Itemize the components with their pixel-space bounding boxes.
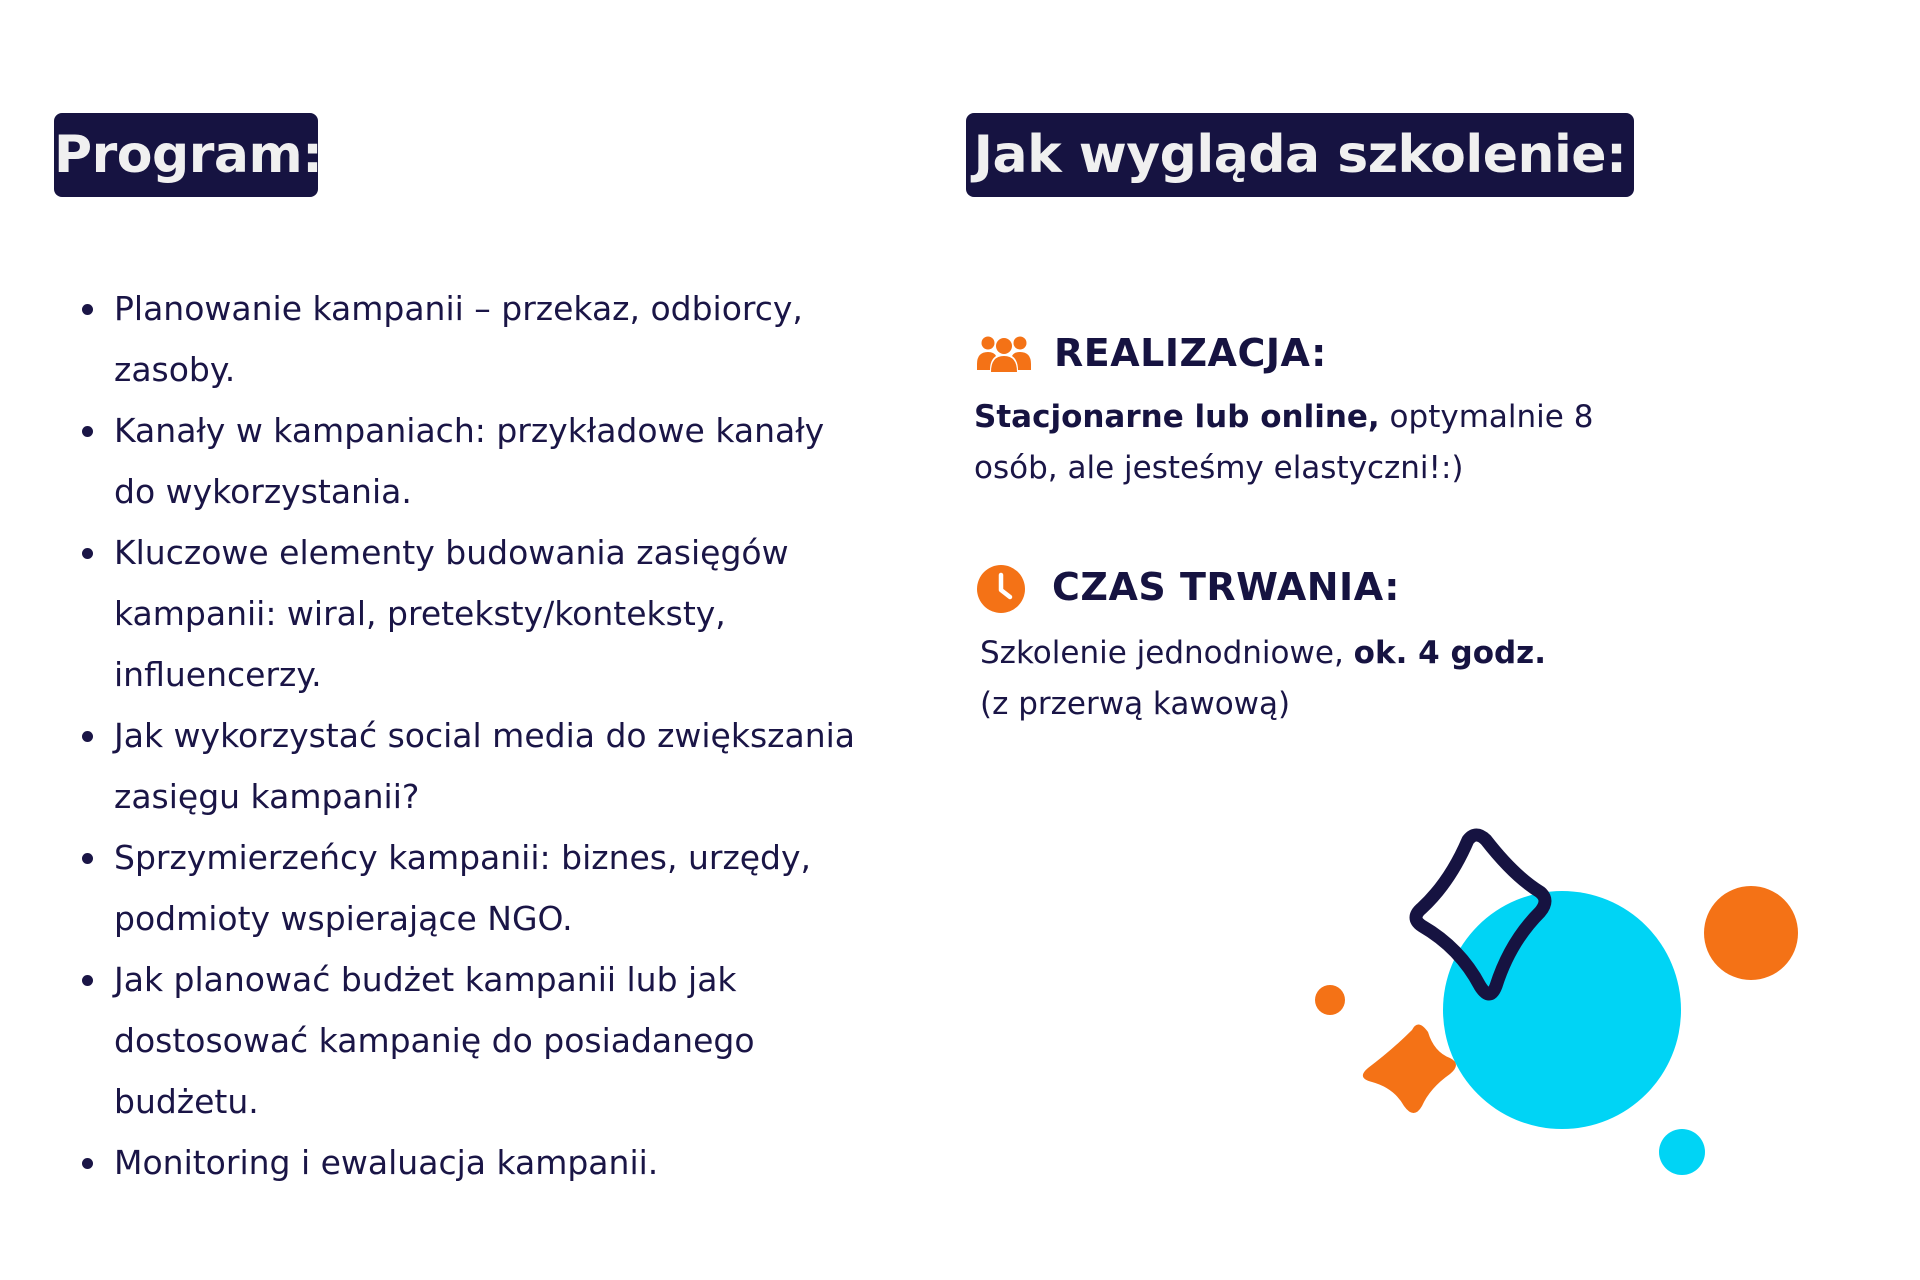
program-item-text: Kanały w kampaniach: przykładowe kanały do wykorzystania. [114, 411, 825, 511]
small-cyan-circle [1659, 1129, 1705, 1175]
list-item [80, 522, 870, 705]
group-icon [976, 334, 1032, 374]
program-item-text: Monitoring i ewaluacja kampanii. [114, 1143, 659, 1182]
decorative-shapes [1300, 820, 1820, 1200]
orange-circle [1704, 886, 1798, 980]
program-list [80, 278, 870, 1193]
bullet-icon [82, 548, 93, 559]
list-item [80, 827, 870, 949]
program-item-text: Jak wykorzystać social media do zwiększania zasięgu kampanii? [114, 716, 856, 816]
bullet-icon [82, 731, 93, 742]
bullet-icon [82, 304, 93, 315]
czas-text-before: Szkolenie jednodniowe, [980, 635, 1354, 671]
program-item-text: Planowanie kampanii – przekaz, odbiorcy, zasoby. [114, 289, 803, 389]
program-heading: Program: [54, 113, 318, 197]
realizacja-text-bold: Stacjonarne lub online, [974, 399, 1380, 435]
bullet-icon [82, 1158, 93, 1169]
bullet-icon [82, 853, 93, 864]
program-item-text: Jak planować budżet kampanii lub jak dostosować kampanię do posiadanego budżetu. [114, 960, 755, 1121]
bullet-icon [82, 426, 93, 437]
realizacja-text [974, 392, 1654, 494]
czas-text-after: (z przerwą kawową) [980, 686, 1291, 722]
orange-star-icon [1363, 1024, 1456, 1113]
program-item-text: Kluczowe elementy budowania zasięgów kampanii: wiral, preteksty/konteksty, influencerzy. [114, 533, 789, 694]
large-cyan-circle [1443, 891, 1681, 1129]
list-item [80, 949, 870, 1132]
training-heading: Jak wygląda szkolenie: [966, 113, 1634, 197]
clock-icon [976, 564, 1026, 614]
bullet-icon [82, 975, 93, 986]
czas-title: CZAS TRWANIA: [1052, 565, 1400, 609]
small-orange-circle [1315, 985, 1345, 1015]
list-item [80, 400, 870, 522]
list-item [80, 278, 870, 400]
list-item [80, 1132, 870, 1193]
program-item-text: Sprzymierzeńcy kampanii: biznes, urzędy, podmioty wspierające NGO. [114, 838, 812, 938]
list-item [80, 705, 870, 827]
czas-text [980, 628, 1660, 730]
czas-text-bold: ok. 4 godz. [1353, 635, 1546, 671]
realizacja-title: REALIZACJA: [1054, 331, 1327, 375]
realizacja-text-rest: optymalnie 8 osób, ale jesteśmy elastyczni!:) [974, 399, 1594, 486]
